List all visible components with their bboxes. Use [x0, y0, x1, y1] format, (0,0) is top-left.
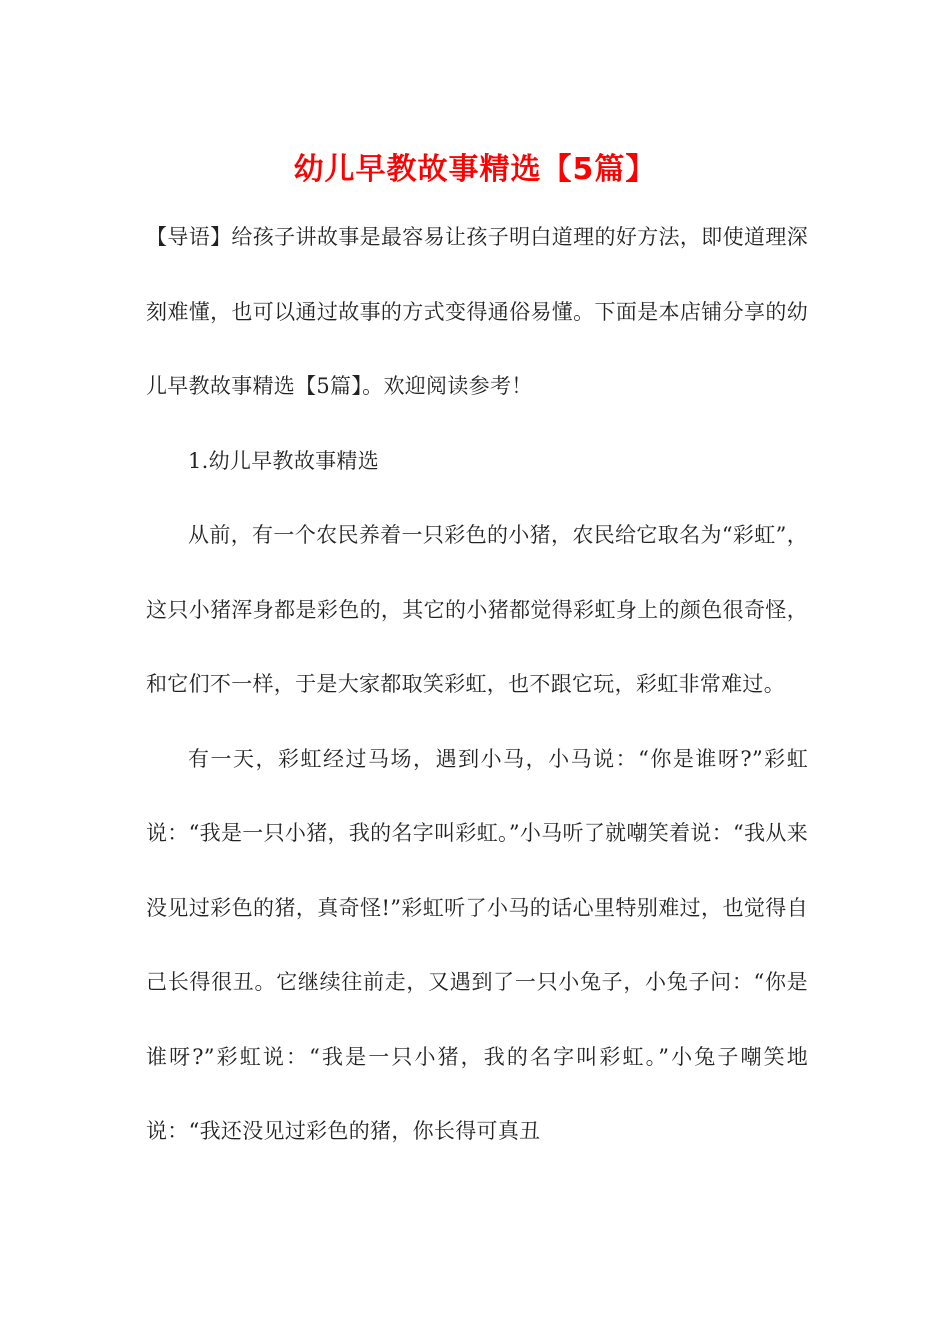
story-paragraph-2: 有一天，彩虹经过马场，遇到小马，小马说：“你是谁呀?”彩虹说：“我是一只小猪，我的名字叫彩虹。”小马听了就嘲笑着说：“我从来没见过彩色的猪，真奇怪!”彩虹听了小马的话心里特别难过，也觉得自己长得很丑。它继续往前走，又遇到了一只小兔子，小兔子问：“你是谁呀?”彩虹说：“我是一只小猪，我的名字叫彩虹。”小兔子嘲笑地说：“我还没见过彩色的猪，你长得可真丑	[146, 746, 808, 1143]
document-body	[146, 200, 808, 1169]
story-paragraph-1: 从前，有一个农民养着一只彩色的小猪，农民给它取名为“彩虹”，这只小猪浑身都是彩色的，其它的小猪都觉得彩虹身上的颜色很奇怪，和它们不一样，于是大家都取笑彩虹，也不跟它玩，彩虹非常难过。	[146, 523, 808, 696]
intro-paragraph: 【导语】给孩子讲故事是最容易让孩子明白道理的好方法，即使道理深刻难懂，也可以通过故事的方式变得通俗易懂。下面是本店铺分享的幼儿早教故事精选【5篇】。欢迎阅读参考！	[146, 225, 808, 398]
section-heading: 1.幼儿早教故事精选	[188, 448, 380, 473]
document-title: 幼儿早教故事精选【5篇】	[293, 152, 657, 187]
